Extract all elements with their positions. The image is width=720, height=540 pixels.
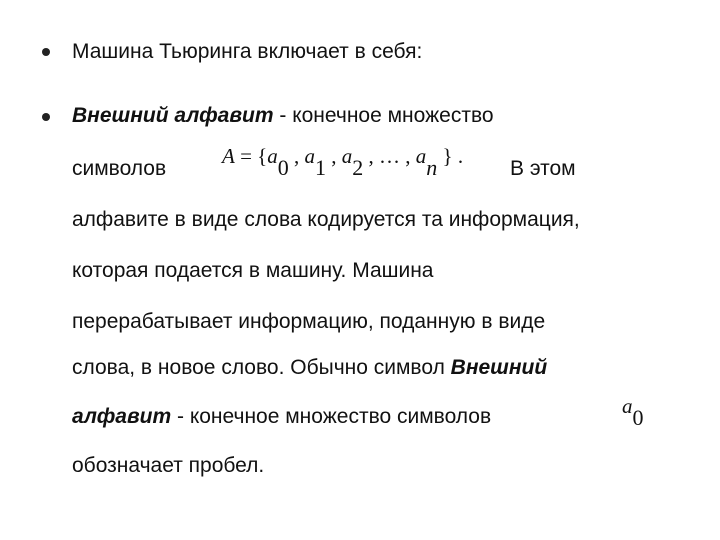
alphabet-formula	[222, 143, 464, 180]
formula-subscript: 0	[277, 155, 289, 180]
formula-set-symbol: A	[222, 144, 235, 168]
formula-symbol: a	[267, 144, 278, 168]
bullet-2-line-7	[72, 404, 491, 430]
formula-equals-brace: = {	[240, 144, 268, 168]
blank-symbol-letter: a	[622, 394, 633, 418]
bullet-2-line-8: обозначает пробел.	[72, 454, 265, 477]
bullet-1-text: Машина Тьюринга включает в себя:	[72, 40, 423, 63]
bullet-2-line-5: перерабатывает информацию, поданную в виде	[72, 310, 546, 333]
formula-subscript: n	[426, 155, 438, 180]
bullet-2-line-4: которая подается в машину. Машина	[72, 259, 434, 282]
definition-text: - конечное множество	[273, 104, 494, 127]
blank-symbol-subscript: 0	[632, 405, 644, 430]
formula-symbol: a	[304, 144, 316, 168]
bullet-marker	[42, 113, 50, 121]
formula-subscript: 2	[352, 155, 364, 180]
term-alphabet: алфавит	[72, 405, 172, 428]
bullet-marker	[42, 48, 50, 56]
term-external: Внешний	[450, 356, 548, 379]
formula-close-brace: } .	[442, 144, 464, 168]
blank-symbol	[622, 393, 644, 430]
line-6-text: слова, в новое слово. Обычно символ	[72, 356, 451, 379]
bullet-2-line-6	[72, 355, 547, 381]
term-external-alphabet: Внешний алфавит	[72, 104, 274, 127]
formula-ellipsis: , … ,	[368, 144, 411, 168]
formula-subscript: 1	[315, 155, 327, 180]
formula-symbol: a	[415, 144, 427, 168]
formula-symbol: a	[341, 144, 353, 168]
bullet-2-line-1	[72, 103, 494, 129]
bullet-2-line-2-start: символов	[72, 157, 167, 180]
bullet-2-line-2-end: В этом	[510, 157, 576, 180]
formula-comma: ,	[331, 144, 337, 168]
bullet-2-line-3: алфавите в виде слова кодируется та информация,	[72, 208, 580, 231]
formula-comma: ,	[294, 144, 300, 168]
line-7-text: - конечное множество символов	[171, 405, 492, 428]
